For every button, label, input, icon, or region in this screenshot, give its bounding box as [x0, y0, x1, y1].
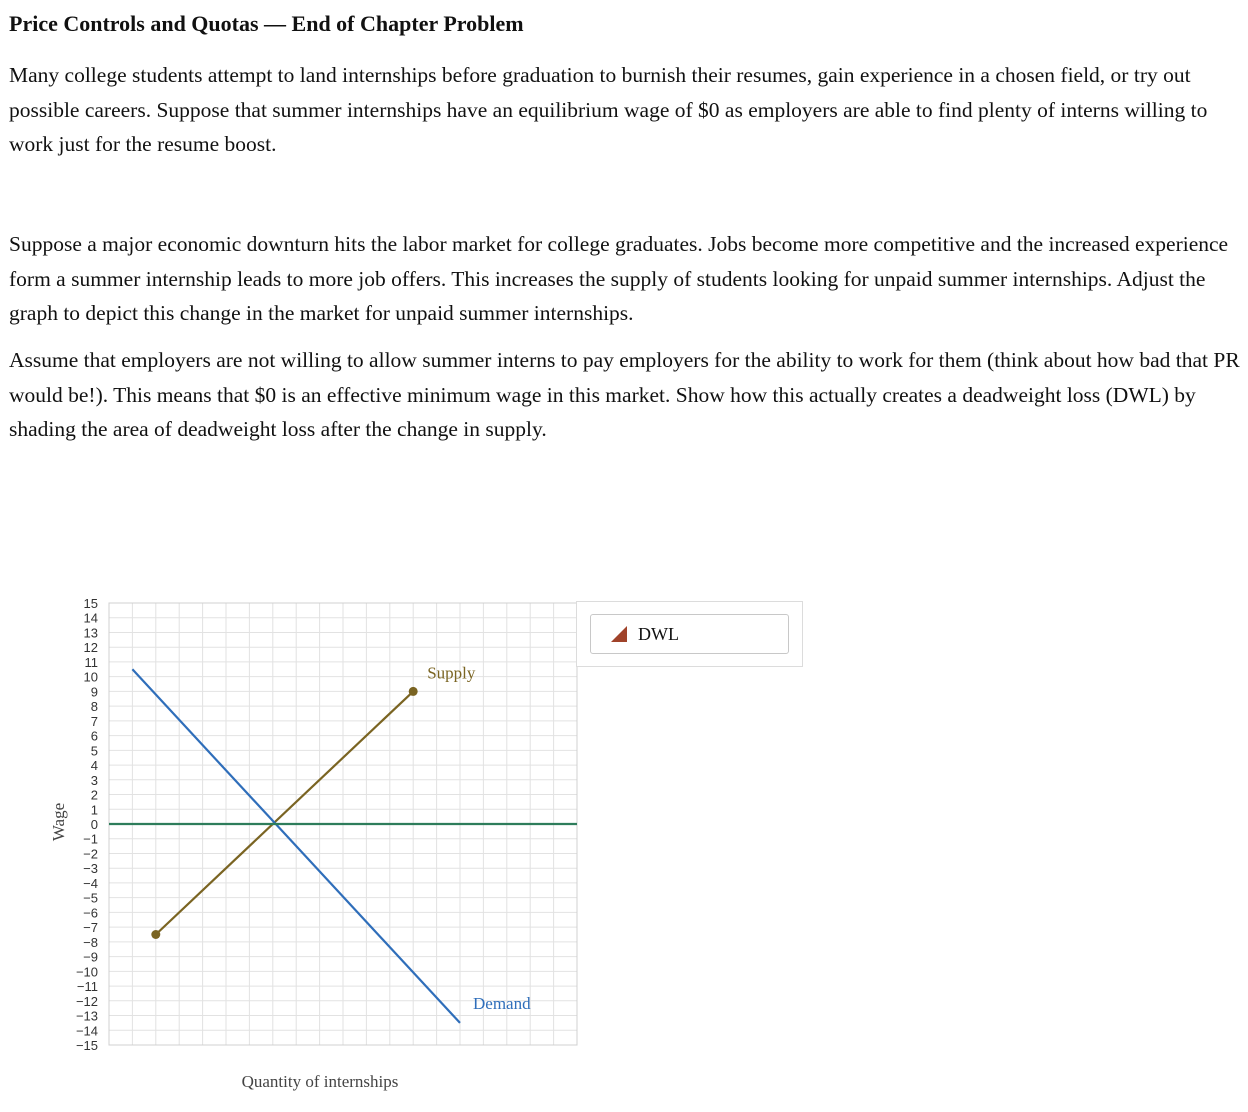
- y-tick-label: −10: [75, 964, 98, 980]
- y-tick-label: −9: [83, 949, 98, 965]
- y-tick-label: 2: [90, 787, 98, 803]
- supply-demand-chart[interactable]: [0, 590, 590, 1100]
- supply-endpoint-handle[interactable]: [409, 687, 418, 696]
- y-tick-label: 14: [83, 610, 98, 626]
- y-tick-label: 10: [83, 669, 98, 685]
- supply-label: Supply: [427, 663, 476, 683]
- y-tick-label: −7: [83, 920, 98, 936]
- y-tick-label: −1: [83, 831, 98, 847]
- y-tick-label: 6: [90, 728, 98, 744]
- y-tick-label: 7: [90, 713, 98, 729]
- supply-endpoint-handle[interactable]: [151, 930, 160, 939]
- dwl-tool-button[interactable]: [590, 614, 789, 654]
- y-tick-label: 5: [90, 743, 98, 759]
- y-tick-label: −5: [83, 890, 98, 906]
- y-tick-label: 3: [90, 772, 98, 788]
- y-tick-label: −15: [75, 1038, 98, 1053]
- y-tick-label: −14: [75, 1023, 98, 1039]
- y-tick-label: 8: [90, 699, 98, 715]
- y-tick-label: −8: [83, 934, 98, 950]
- y-tick-label: 15: [83, 596, 98, 611]
- y-axis-ticks: [76, 596, 98, 1053]
- y-tick-label: −3: [83, 861, 98, 877]
- y-tick-label: −12: [75, 993, 98, 1009]
- y-tick-label: −13: [75, 1008, 98, 1024]
- y-tick-label: −4: [83, 875, 98, 891]
- supply-change-paragraph: Suppose a major economic downturn hits the labor market for college graduates. Jobs become more competitive and the increased experience form a summer internship leads to more job offers. This increases the supply of students looking for unpaid summer internships. Adjust the graph to depict this change in the market for unpaid summer internships.: [9, 232, 1229, 325]
- y-axis-label: Wage: [49, 802, 68, 842]
- tool-palette: [576, 601, 803, 667]
- y-tick-label: 13: [83, 625, 98, 641]
- demand-label: Demand: [473, 993, 531, 1013]
- page-title: Price Controls and Quotas — End of Chapter Problem: [9, 11, 524, 36]
- deadweight-loss-paragraph: Assume that employers are not willing to allow summer interns to pay employers for the ability to work for them (think about how bad that PR would be!). This means that $0 is an effective minimum wage in this market. Show how this actually creates a deadweight loss (DWL) by shading the area of deadweight loss after the change in supply.: [9, 348, 1240, 441]
- intro-paragraph: Many college students attempt to land internships before graduation to burnish their resumes, gain experience in a chosen field, or try out possible careers. Suppose that summer internships have an equilibrium wage of $0 as employers are able to find plenty of interns willing to work just for the resume boost.: [9, 63, 1208, 156]
- triangle-shading-icon: [610, 625, 628, 643]
- y-tick-label: −6: [83, 905, 98, 921]
- y-tick-label: −2: [83, 846, 98, 862]
- y-tick-label: 12: [83, 640, 98, 656]
- y-tick-label: 4: [90, 758, 98, 774]
- y-tick-label: −11: [76, 979, 98, 995]
- y-tick-label: 0: [90, 817, 98, 832]
- y-tick-label: 1: [90, 802, 98, 818]
- y-tick-label: 11: [84, 654, 98, 670]
- y-tick-label: 9: [90, 684, 98, 700]
- dwl-tool-label: DWL: [638, 623, 679, 644]
- x-axis-label: Quantity of internships: [241, 1072, 399, 1091]
